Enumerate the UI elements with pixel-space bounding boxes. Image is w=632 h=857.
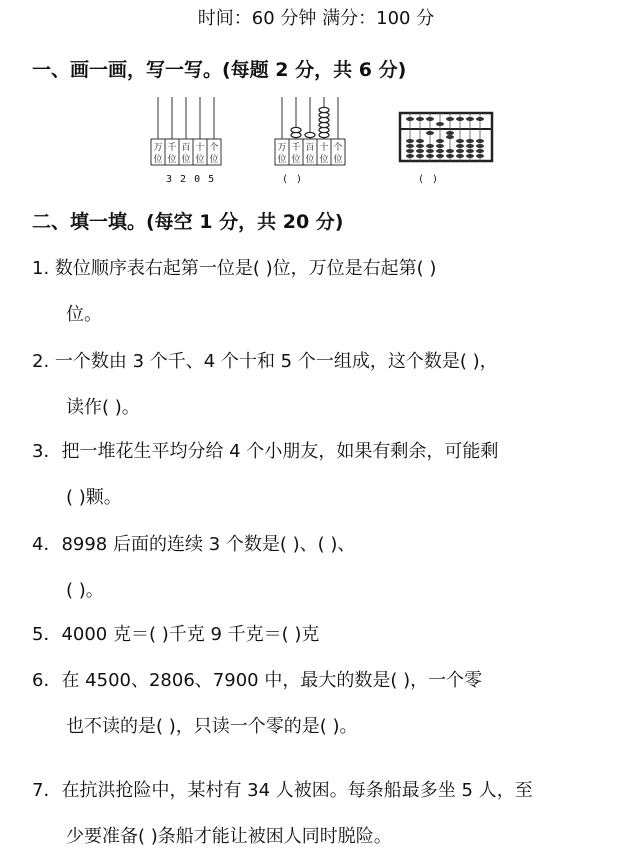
svg-text:千: 千 xyxy=(291,143,301,153)
question-6-line-2: 也不读的是( )，只读一个零的是( )。 xyxy=(66,716,358,737)
svg-text:万: 万 xyxy=(277,143,287,153)
figure-2-blank: ( ) xyxy=(282,174,304,185)
place-label-bai: 百 xyxy=(181,143,191,153)
svg-text:位: 位 xyxy=(209,155,219,165)
svg-text:十: 十 xyxy=(319,143,329,153)
question-4-line-1: 4．8998 后面的连续 3 个数是( )、( )、 xyxy=(32,534,356,555)
svg-text:位: 位 xyxy=(291,155,301,165)
question-3-line-2: ( )颗。 xyxy=(66,487,122,508)
counting-frame-figure-2 xyxy=(272,95,352,167)
svg-text:百: 百 xyxy=(305,143,315,153)
question-2-line-2: 读作( )。 xyxy=(66,397,140,418)
question-4-line-2: ( )。 xyxy=(66,580,104,601)
figure-1-number: 3 2 0 5 xyxy=(166,174,216,185)
svg-text:位: 位 xyxy=(319,155,329,165)
section-1-title: 一、画一画，写一写。(每题 2 分，共 6 分) xyxy=(32,59,407,81)
svg-text:位: 位 xyxy=(167,155,177,165)
question-3-line-1: 3．把一堆花生平均分给 4 个小朋友，如果有剩余，可能剩 xyxy=(32,441,499,462)
place-label-ge: 个 xyxy=(209,143,219,153)
place-label-shi: 十 xyxy=(195,143,205,153)
place-label-qian: 千 xyxy=(167,143,177,153)
question-1-line-2: 位。 xyxy=(66,304,102,325)
svg-text:个: 个 xyxy=(333,143,343,153)
question-7-line-2: 少要准备( )条船才能让被困人同时脱险。 xyxy=(66,826,392,847)
beads-shi xyxy=(319,107,329,137)
svg-text:位: 位 xyxy=(181,155,191,165)
svg-text:位: 位 xyxy=(277,155,287,165)
question-5-line-1: 5．4000 克＝( )千克 9 千克＝( )克 xyxy=(32,624,320,645)
abacus-figure-3 xyxy=(398,111,494,163)
question-2-line-1: 2. 一个数由 3 个千、4 个十和 5 个一组成，这个数是( )， xyxy=(32,351,498,372)
svg-text:位: 位 xyxy=(153,155,163,165)
counting-frame-rods-1 xyxy=(158,97,214,139)
question-1-line-1: 1. 数位顺序表右起第一位是( )位，万位是右起第( ) xyxy=(32,258,437,279)
exam-time-score-header: 时间：60 分钟 满分：100 分 xyxy=(197,8,435,29)
question-7-line-1: 7．在抗洪抢险中，某村有 34 人被困。每条船最多坐 5 人，至 xyxy=(32,780,533,801)
figure-3-blank: ( ) xyxy=(418,174,440,185)
beads-qian xyxy=(291,127,301,137)
abacus-upper-beads xyxy=(406,117,484,126)
counting-frame-figure-1 xyxy=(148,95,228,167)
svg-text:位: 位 xyxy=(195,155,205,165)
place-label-wan: 万 xyxy=(153,143,163,153)
abacus-lower-beads xyxy=(406,131,484,158)
question-6-line-1: 6．在 4500、2806、7900 中，最大的数是( )，一个零 xyxy=(32,670,483,691)
beads-bai xyxy=(305,132,315,137)
svg-text:位: 位 xyxy=(305,155,315,165)
svg-text:位: 位 xyxy=(333,155,343,165)
section-2-title: 二、填一填。(每空 1 分，共 20 分) xyxy=(32,211,344,233)
